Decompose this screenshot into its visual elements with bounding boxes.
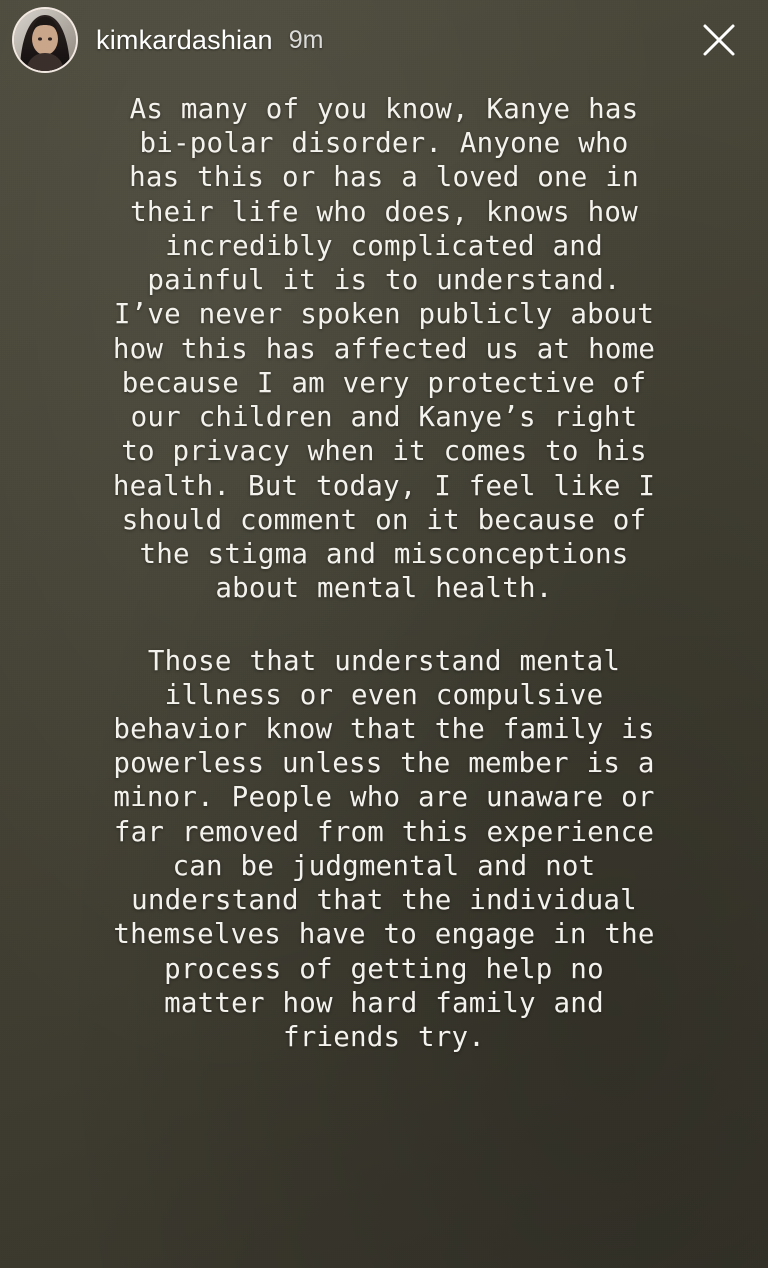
- profile-photo-image: [14, 9, 76, 71]
- close-icon[interactable]: [696, 17, 742, 63]
- story-text-block: [0, 92, 768, 1054]
- avatar[interactable]: [12, 7, 78, 73]
- story-paragraph-2: Those that understand mental illness or even compulsive behavior know that the family is powerless unless the member is a minor. People who are unaware or far removed from this experience can be judgmental and not understand that the individual themselves have to engage in the process of getting help no matter how hard family and friends try.: [113, 644, 673, 1054]
- story-header: [0, 0, 768, 80]
- timestamp-label: 9m: [288, 25, 324, 54]
- story-paragraph-1: As many of you know, Kanye has bi-polar disorder. Anyone who has this or has a loved one in their life who does, knows how incredibly complicated and painful it is to understand. I’ve never spoken publicly about how this has affected us at home because I am very protective of our children and Kanye’s right to privacy when it comes to his health. But today, I feel like I should comment on it because of the stigma and misconceptions about mental health.: [112, 93, 673, 605]
- username-label[interactable]: kimkardashian: [96, 24, 273, 55]
